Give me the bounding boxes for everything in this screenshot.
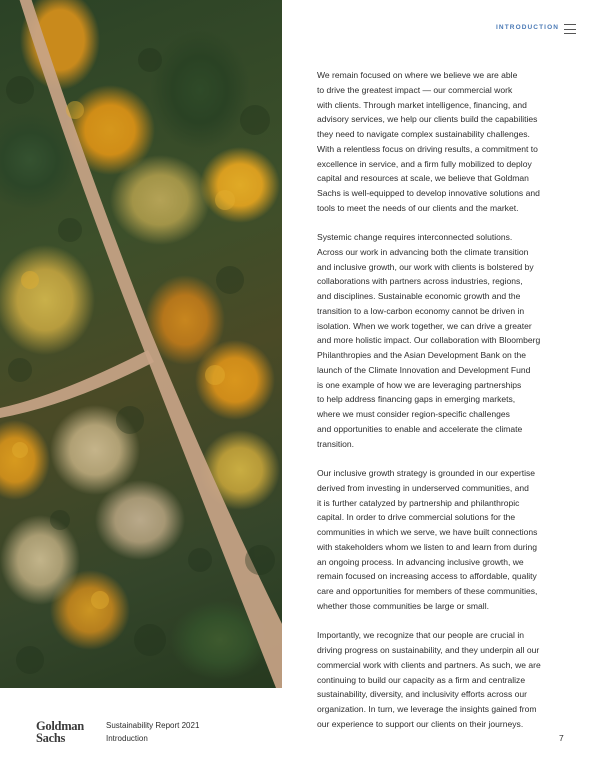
menu-line xyxy=(564,29,576,30)
paragraph-2: Systemic change requires interconnected solutions. Across our work in advancing both the climate transition and inclusive growth, our work with clients is bolstered by collaborations with partners across industries, regions, and disciplines. Sustainable economic growth and the transition to a low-carbon economy cannot be driven in isolation. When we work together, we can drive a greater and more holistic impact. Our collaboration with Bloomberg Philanthropies and the Asian Development Bank on the launch of the Climate Innovation and Development Fund is one example of how we are leveraging partnerships to help address financing gaps in emerging markets, where we must consider region-specific challenges and opportunities to enable and accelerate the climate transition. xyxy=(317,232,541,449)
forest-road-illustration xyxy=(0,0,282,688)
section-label: INTRODUCTION xyxy=(496,24,560,31)
page-number: 7 xyxy=(559,733,564,743)
menu-line xyxy=(564,24,576,25)
body-text xyxy=(317,68,565,746)
report-title: Sustainability Report 2021 xyxy=(106,721,200,730)
paragraph-4: Importantly, we recognize that our people are crucial in driving progress on sustainability, and they underpin all our commercial work with clients and partners. As such, we are continuing to build our capacity as a firm and centralize sustainability, diversity, and inclusivity efforts across our organization. In turn, we leverage the insights gained from our experience to support our clients on their journeys. xyxy=(317,630,541,729)
paragraph-3: Our inclusive growth strategy is grounded in our expertise derived from investing in underserved communities, and it is further catalyzed by partnership and philanthropic capital. In order to drive commercial solutions for the communities in which we serve, we have built connections with stakeholders whom we listen to and learn from during an ongoing process. In advancing inclusive growth, we remain focused on increasing access to affordable, quality care and opportunities for members of these communities, whether those communities be large or small. xyxy=(317,468,538,611)
logo-line-2: Sachs xyxy=(36,731,66,745)
paragraph-1: We remain focused on where we believe we are able to drive the greatest impact — our commercial work with clients. Through market intelligence, financing, and advisory services, we help our clients build the capabilities they need to navigate complex sustainability challenges. With a relentless focus on driving results, a commitment to excellence in service, and a firm fully mobilized to deploy capital and resources at scale, we believe that Goldman Sachs is well-equipped to develop innovative solutions and tools to meet the needs of our clients and the market. xyxy=(317,70,540,213)
hamburger-menu-icon[interactable] xyxy=(564,24,576,34)
aerial-forest-photo xyxy=(0,0,282,688)
menu-line xyxy=(564,33,576,34)
footer-section-link[interactable]: Introduction xyxy=(106,734,148,743)
logo-line-1: Goldman xyxy=(36,719,84,733)
goldman-sachs-logo xyxy=(36,720,84,744)
